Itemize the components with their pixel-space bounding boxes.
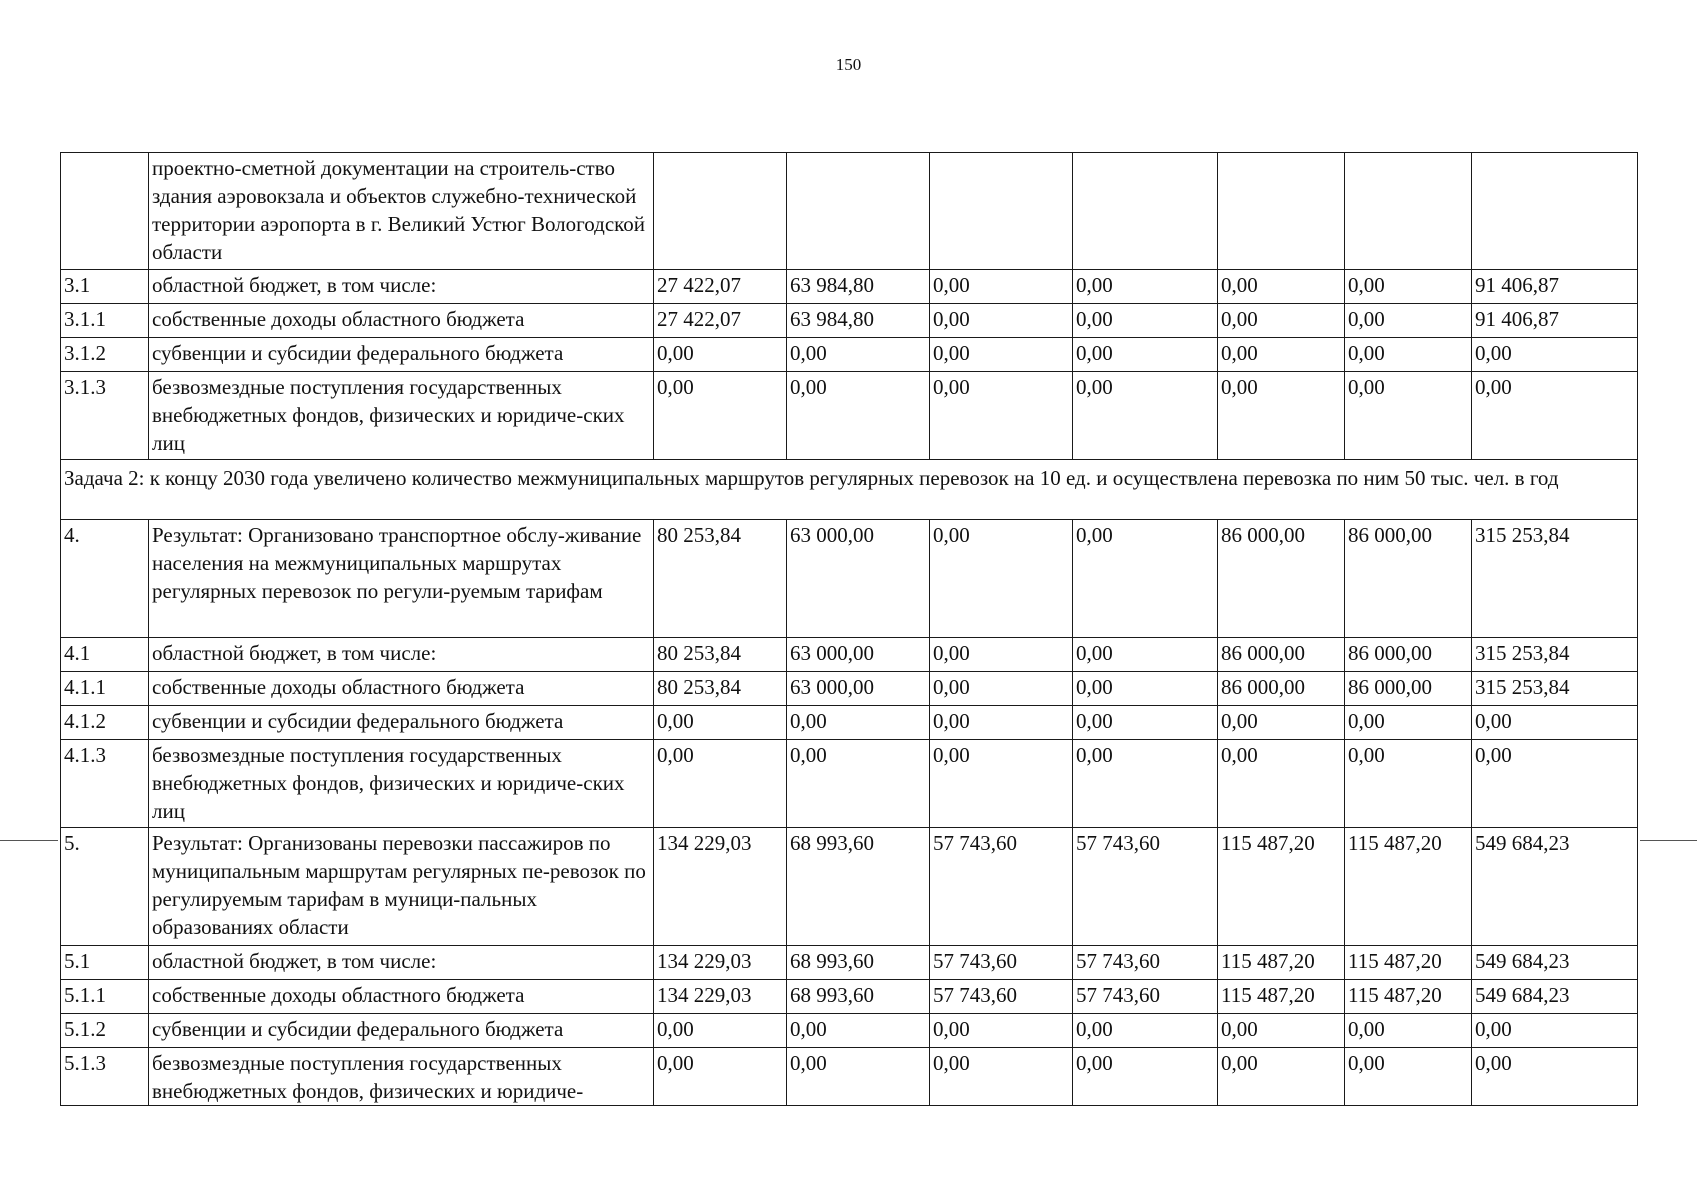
value-cell: 0,00 — [654, 740, 787, 828]
value-cell: 0,00 — [1073, 1048, 1218, 1106]
table-row — [61, 1048, 1638, 1106]
value-cell: 0,00 — [654, 372, 787, 460]
row-number: 4. — [61, 520, 149, 638]
value-cell: 315 253,84 — [1472, 638, 1638, 672]
value-cell: 0,00 — [654, 338, 787, 372]
row-name: собственные доходы областного бюджета — [149, 980, 654, 1014]
value-cell: 80 253,84 — [654, 520, 787, 638]
value-cell: 0,00 — [930, 638, 1073, 672]
table-row — [61, 372, 1638, 460]
value-cell: 0,00 — [1345, 338, 1472, 372]
value-cell: 0,00 — [930, 338, 1073, 372]
row-number: 5.1.1 — [61, 980, 149, 1014]
value-cell: 0,00 — [1345, 304, 1472, 338]
right-margin-line — [1640, 840, 1697, 841]
value-cell: 0,00 — [1073, 270, 1218, 304]
table-row — [61, 638, 1638, 672]
row-name: собственные доходы областного бюджета — [149, 304, 654, 338]
value-cell: 0,00 — [1218, 270, 1345, 304]
row-name: безвозмездные поступления государственных внебюджетных фондов, физических и юридиче- — [149, 1048, 654, 1106]
value-cell: 0,00 — [1073, 706, 1218, 740]
row-number: 4.1.1 — [61, 672, 149, 706]
table-row — [61, 153, 1638, 270]
table-row — [61, 270, 1638, 304]
value-cell: 57 743,60 — [930, 980, 1073, 1014]
row-number — [61, 153, 149, 270]
value-cell: 86 000,00 — [1345, 638, 1472, 672]
table-row — [61, 338, 1638, 372]
value-cell — [1472, 153, 1638, 270]
value-cell: 115 487,20 — [1345, 828, 1472, 946]
table-row — [61, 1014, 1638, 1048]
value-cell: 0,00 — [1218, 338, 1345, 372]
value-cell: 0,00 — [1345, 740, 1472, 828]
value-cell: 0,00 — [1345, 1048, 1472, 1106]
row-number: 3.1.2 — [61, 338, 149, 372]
value-cell: 134 229,03 — [654, 828, 787, 946]
row-number: 4.1.2 — [61, 706, 149, 740]
page-number: 150 — [835, 55, 862, 74]
value-cell: 68 993,60 — [787, 946, 930, 980]
value-cell: 57 743,60 — [1073, 828, 1218, 946]
table-row — [61, 304, 1638, 338]
value-cell: 57 743,60 — [930, 946, 1073, 980]
value-cell: 63 984,80 — [787, 270, 930, 304]
value-cell: 57 743,60 — [1073, 980, 1218, 1014]
value-cell: 549 684,23 — [1472, 828, 1638, 946]
value-cell: 0,00 — [787, 706, 930, 740]
value-cell: 0,00 — [1073, 740, 1218, 828]
table-row — [61, 946, 1638, 980]
value-cell — [1073, 153, 1218, 270]
row-name: субвенции и субсидии федерального бюджета — [149, 338, 654, 372]
value-cell: 0,00 — [1073, 304, 1218, 338]
row-number: 5.1.2 — [61, 1014, 149, 1048]
value-cell: 91 406,87 — [1472, 304, 1638, 338]
value-cell: 0,00 — [930, 372, 1073, 460]
value-cell: 0,00 — [1472, 1048, 1638, 1106]
task-row — [61, 460, 1638, 520]
row-name: Результат: Организованы перевозки пассажиров по муниципальным маршрутам регулярных пе-ревозок по регулируемым тарифам в муници-пальных образованиях области — [149, 828, 654, 946]
row-name: безвозмездные поступления государственных внебюджетных фондов, физических и юридиче-ских лиц — [149, 740, 654, 828]
value-cell: 68 993,60 — [787, 828, 930, 946]
value-cell: 0,00 — [1345, 1014, 1472, 1048]
row-name: собственные доходы областного бюджета — [149, 672, 654, 706]
value-cell: 0,00 — [1073, 638, 1218, 672]
value-cell: 0,00 — [1218, 740, 1345, 828]
value-cell: 549 684,23 — [1472, 946, 1638, 980]
table-row — [61, 980, 1638, 1014]
value-cell: 115 487,20 — [1218, 946, 1345, 980]
row-number: 5. — [61, 828, 149, 946]
value-cell: 0,00 — [654, 706, 787, 740]
row-name: безвозмездные поступления государственных внебюджетных фондов, физических и юридиче-ских лиц — [149, 372, 654, 460]
value-cell: 0,00 — [930, 706, 1073, 740]
row-number: 5.1 — [61, 946, 149, 980]
row-name: областной бюджет, в том числе: — [149, 270, 654, 304]
value-cell — [1345, 153, 1472, 270]
table-body — [61, 153, 1638, 1106]
value-cell: 115 487,20 — [1218, 828, 1345, 946]
value-cell: 80 253,84 — [654, 672, 787, 706]
value-cell: 86 000,00 — [1345, 520, 1472, 638]
value-cell: 0,00 — [1073, 520, 1218, 638]
value-cell: 63 984,80 — [787, 304, 930, 338]
value-cell: 0,00 — [787, 1048, 930, 1106]
value-cell: 115 487,20 — [1345, 980, 1472, 1014]
value-cell: 63 000,00 — [787, 520, 930, 638]
value-cell: 86 000,00 — [1218, 520, 1345, 638]
row-number: 5.1.3 — [61, 1048, 149, 1106]
value-cell: 0,00 — [1472, 706, 1638, 740]
value-cell: 0,00 — [1472, 372, 1638, 460]
value-cell: 0,00 — [930, 304, 1073, 338]
value-cell: 91 406,87 — [1472, 270, 1638, 304]
row-name: субвенции и субсидии федерального бюджета — [149, 1014, 654, 1048]
value-cell: 0,00 — [1218, 304, 1345, 338]
row-number: 3.1.3 — [61, 372, 149, 460]
row-name: областной бюджет, в том числе: — [149, 638, 654, 672]
value-cell: 134 229,03 — [654, 946, 787, 980]
value-cell: 315 253,84 — [1472, 672, 1638, 706]
value-cell: 27 422,07 — [654, 270, 787, 304]
budget-table — [60, 152, 1638, 1106]
value-cell: 86 000,00 — [1218, 672, 1345, 706]
value-cell: 0,00 — [787, 1014, 930, 1048]
value-cell: 0,00 — [930, 672, 1073, 706]
value-cell: 0,00 — [1218, 1048, 1345, 1106]
table-row — [61, 740, 1638, 828]
value-cell: 115 487,20 — [1218, 980, 1345, 1014]
table-row — [61, 520, 1638, 638]
value-cell: 0,00 — [1073, 372, 1218, 460]
value-cell: 63 000,00 — [787, 672, 930, 706]
value-cell: 0,00 — [1073, 1014, 1218, 1048]
row-name: Результат: Организовано транспортное обслу-живание населения на межмуниципальных маршрутах регулярных перевозок по регули-руемым тарифам — [149, 520, 654, 638]
value-cell: 0,00 — [787, 338, 930, 372]
value-cell: 86 000,00 — [1345, 672, 1472, 706]
value-cell: 0,00 — [1345, 706, 1472, 740]
value-cell: 0,00 — [1218, 706, 1345, 740]
value-cell: 0,00 — [1073, 338, 1218, 372]
value-cell: 0,00 — [930, 1014, 1073, 1048]
value-cell: 0,00 — [1218, 1014, 1345, 1048]
value-cell: 57 743,60 — [930, 828, 1073, 946]
value-cell: 0,00 — [930, 740, 1073, 828]
value-cell: 0,00 — [654, 1014, 787, 1048]
table-row — [61, 706, 1638, 740]
value-cell: 0,00 — [930, 270, 1073, 304]
value-cell: 80 253,84 — [654, 638, 787, 672]
value-cell — [787, 153, 930, 270]
value-cell: 0,00 — [930, 520, 1073, 638]
value-cell: 57 743,60 — [1073, 946, 1218, 980]
value-cell — [1218, 153, 1345, 270]
row-number: 3.1 — [61, 270, 149, 304]
value-cell — [654, 153, 787, 270]
value-cell — [930, 153, 1073, 270]
value-cell: 0,00 — [787, 740, 930, 828]
value-cell: 0,00 — [930, 1048, 1073, 1106]
value-cell: 0,00 — [1218, 372, 1345, 460]
value-cell: 68 993,60 — [787, 980, 930, 1014]
task-description: Задача 2: к концу 2030 года увеличено количество межмуниципальных маршрутов регулярных перевозок на 10 ед. и осуществлена перевозка по ним 50 тыс. чел. в год — [61, 460, 1638, 520]
row-number: 4.1.3 — [61, 740, 149, 828]
value-cell: 0,00 — [1073, 672, 1218, 706]
row-name: областной бюджет, в том числе: — [149, 946, 654, 980]
row-number: 4.1 — [61, 638, 149, 672]
table-row — [61, 828, 1638, 946]
left-margin-line — [0, 840, 58, 841]
row-name: субвенции и субсидии федерального бюджета — [149, 706, 654, 740]
value-cell: 0,00 — [1472, 338, 1638, 372]
value-cell: 27 422,07 — [654, 304, 787, 338]
row-number: 3.1.1 — [61, 304, 149, 338]
value-cell: 315 253,84 — [1472, 520, 1638, 638]
value-cell: 86 000,00 — [1218, 638, 1345, 672]
value-cell: 63 000,00 — [787, 638, 930, 672]
value-cell: 549 684,23 — [1472, 980, 1638, 1014]
value-cell: 0,00 — [1345, 372, 1472, 460]
row-name: проектно-сметной документации на строитель-ство здания аэровокзала и объектов служебно-технической территории аэропорта в г. Великий Устюг Вологодской области — [149, 153, 654, 270]
value-cell: 0,00 — [787, 372, 930, 460]
value-cell: 0,00 — [1472, 740, 1638, 828]
table-row — [61, 672, 1638, 706]
value-cell: 0,00 — [654, 1048, 787, 1106]
value-cell: 0,00 — [1472, 1014, 1638, 1048]
value-cell: 0,00 — [1345, 270, 1472, 304]
value-cell: 115 487,20 — [1345, 946, 1472, 980]
value-cell: 134 229,03 — [654, 980, 787, 1014]
